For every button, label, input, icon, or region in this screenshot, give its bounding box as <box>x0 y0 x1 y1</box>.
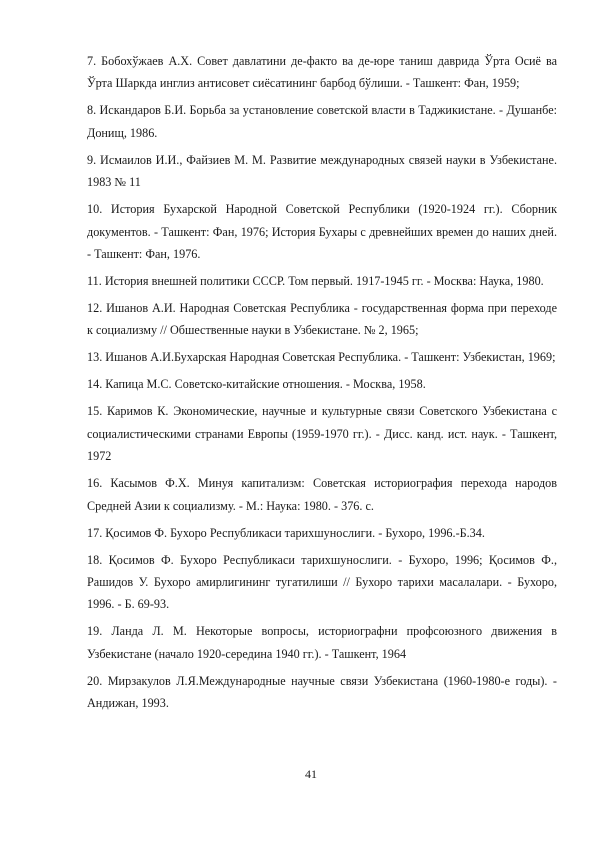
reference-item-12: 12. Ишанов А.И. Народная Советская Республика - государственная форма при переходе к социализму // Обшественные науки в Узбекистане. № 2, 1965; <box>87 301 557 338</box>
reference-item-16: 16. Касымов Ф.Х. Минуя капитализм: Советская историография перехода народов Средней Азии к социализму. - М.: Наука: 1980. - 376. с. <box>87 476 557 513</box>
reference-item-10: 10. История Бухарской Народной Советской Республики (1920-1924 гг.). Сборник документов. - Ташкент: Фан, 1976; История Бухары с древнейших времен до наших дней. - Ташкент: Фан, 1976. <box>87 202 557 262</box>
reference-list <box>87 50 557 719</box>
reference-item-8: 8. Искандаров Б.И. Борьба за установление советской власти в Таджикистане. - Душанбе: Донищ, 1986. <box>87 103 557 140</box>
reference-item-13: 13. Ишанов А.И.Бухарская Народная Советская Республика. - Ташкент: Узбекистан, 1969; <box>87 350 556 365</box>
reference-item-9: 9. Исмаилов И.И., Файзиев М. М. Развитие международных связей науки в Узбекистане. 1983 № 11 <box>87 152 557 190</box>
reference-item-14: 14. Капица М.С. Советско-китайские отношения. - Москва, 1958. <box>87 377 426 392</box>
reference-item-20: 20. Мирзакулов Л.Я.Международные научные связи Узбекистана (1960-1980-е годы). - Андижан, 1993. <box>87 673 557 711</box>
reference-item-15: 15. Каримов К. Экономические, научные и культурные связи Советского Узбекистана с социалистическими странами Европы (1959-1970 гг.). - Дисс. канд. ист. наук. - Ташкент, 1972 <box>87 404 557 464</box>
reference-item-7: 7. Бобохўжаев А.Х. Совет давлатини де-факто ва де-юре таниш даврида Ўрта Осиё ва Ўрта Шаркда инглиз антисовет сиёсатининг барбод бўлиши. - Ташкент: Фан, 1959; <box>87 54 557 91</box>
reference-item-17: 17. Қосимов Ф. Бухоро Республикаси тарихшунослиги. - Бухоро, 1996.-Б.34. <box>87 525 485 540</box>
reference-item-18: 18. Қосимов Ф. Бухоро Республикаси тарихшунослиги. - Бухоро, 1996; Қосимов Ф., Рашидов У. Бухоро амирлигининг тугатилиши // Бухоро тарихи масалалари. - Бухоро, 1996. - Б. 69-93. <box>87 552 557 612</box>
page-number: 41 <box>305 767 317 781</box>
reference-item-11: 11. История внешней политики СССР. Том первый. 1917-1945 гг. - Москва: Наука, 1980. <box>87 274 544 289</box>
reference-item-19: 19. Ланда Л. М. Некоторые вопросы, историографни профсоюзного движения в Узбекистане (начало 1920-середина 1940 гг.). - Ташкент, 1964 <box>87 624 557 661</box>
